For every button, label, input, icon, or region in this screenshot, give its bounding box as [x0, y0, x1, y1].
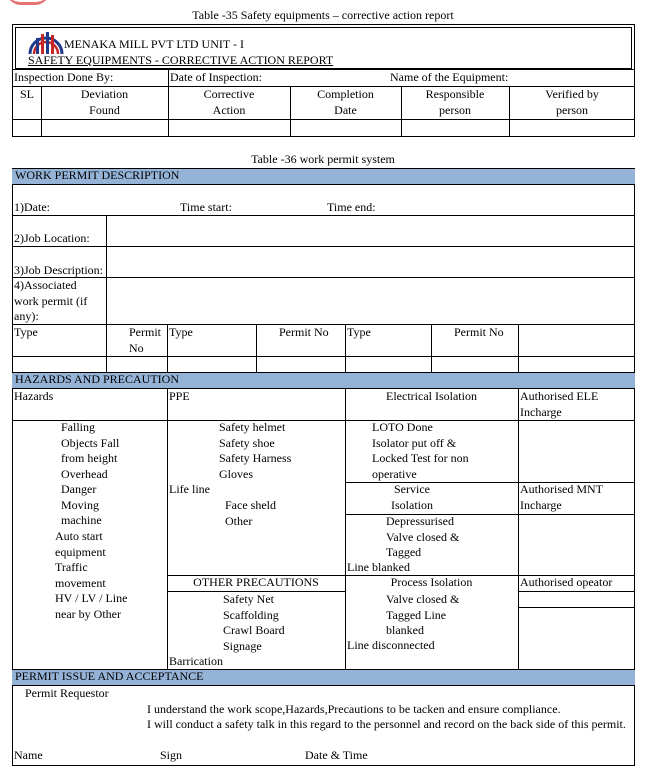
header-deviation-found: Deviation Found [80, 87, 129, 117]
time-end-label: Time end: [327, 200, 376, 214]
statement-1: I understand the work scope,Hazards,Precautions to be tacken and ensure compliance. [147, 702, 561, 716]
section-title-description: WORK PERMIT DESCRIPTION [15, 168, 180, 182]
type-label-1: Type [14, 325, 38, 339]
type-label-2: Type [169, 325, 193, 339]
hazards-list: Falling Objects Fall from height Overhead Danger Moving machine [61, 420, 120, 527]
associated-permit-label: 4)Associated work permit (if any): [14, 278, 88, 323]
statement-2: I will conduct a safety talk in this regard to the personnel and record on the back side of this permit. [147, 717, 626, 731]
loto-done: LOTO Done Isolator put off & Locked Test for non operative [372, 420, 469, 481]
decorative-arc [6, 0, 50, 5]
date-label: 1)Date: [14, 200, 50, 214]
sign-label: Sign [160, 748, 183, 762]
ppe-life-line: Life line [169, 482, 210, 496]
permit-no-label-1: Permit No [129, 325, 161, 355]
permit-no-label-3: Permit No [454, 325, 504, 339]
hazards-header: Hazards [14, 389, 54, 403]
line-blanked: Line blanked [347, 560, 410, 574]
company-logo [28, 28, 64, 54]
service-isolation: Service Isolation [391, 482, 433, 512]
permit-requestor-label: Permit Requestor [25, 686, 109, 700]
job-location-label: 2)Job Location: [14, 231, 90, 245]
inspection-done-by-label: Inspection Done By: [14, 70, 114, 84]
header-responsible-person: Responsible person [425, 87, 485, 117]
date-of-inspection-label: Date of Inspection: [170, 70, 262, 84]
electrical-isolation-header: Electrical Isolation [386, 389, 477, 403]
company-name: MENAKA MILL PVT LTD UNIT - I [64, 37, 244, 51]
process-isolation-header: Process Isolation [390, 575, 473, 589]
header-sl: SL [19, 87, 34, 101]
process-isolation-list: Valve closed & Tagged Line blanked [386, 592, 460, 637]
type-label-3: Type [347, 325, 371, 339]
section-title-issue: PERMIT ISSUE AND ACCEPTANCE [15, 669, 204, 683]
authorised-ele-incharge: Authorised ELE Incharge [520, 389, 599, 419]
hazards-list-2: Traffic movement HV / LV / Line near by Other [55, 560, 128, 621]
report-title: SAFETY EQUIPMENTS - CORRECTIVE ACTION REPORT [28, 53, 334, 67]
other-precautions-header: OTHER PRECAUTIONS [193, 575, 319, 589]
header-corrective-action: Corrective Action [203, 87, 255, 117]
table35-caption: Table -35 Safety equipments – corrective action report [192, 8, 454, 22]
line-disconnected: Line disconnected [347, 638, 435, 652]
header-completion-date: Completion Date [317, 87, 374, 117]
date-time-label: Date & Time [305, 748, 368, 762]
barrication: Barrication [169, 654, 223, 668]
depressurised: Depressurised Valve closed & Tagged [386, 514, 460, 559]
ppe-header: PPE [169, 389, 190, 403]
time-start-label: Time start: [180, 200, 232, 214]
ppe-list: Safety helmet Safety shoe Safety Harness Gloves [219, 420, 292, 481]
authorised-mnt-incharge: Authorised MNT Incharge [520, 482, 603, 512]
ppe-face-shield: Face sheld Other [225, 498, 276, 528]
section-title-hazards: HAZARDS AND PRECAUTION [15, 372, 180, 386]
permit-no-label-2: Permit No [279, 325, 329, 339]
table36-caption: Table -36 work permit system [251, 152, 395, 166]
other-precautions-list: Safety Net Scaffolding Crawl Board Signage [223, 592, 285, 653]
equipment-name-label: Name of the Equipment: [390, 70, 509, 84]
job-description-label: 3)Job Description: [14, 263, 103, 277]
header-verified-by: Verified by person [545, 87, 599, 117]
authorised-operator: Authorised opeator [520, 575, 613, 589]
name-label: Name [14, 748, 43, 762]
hazard-auto-start: Auto start equipment [55, 529, 106, 559]
